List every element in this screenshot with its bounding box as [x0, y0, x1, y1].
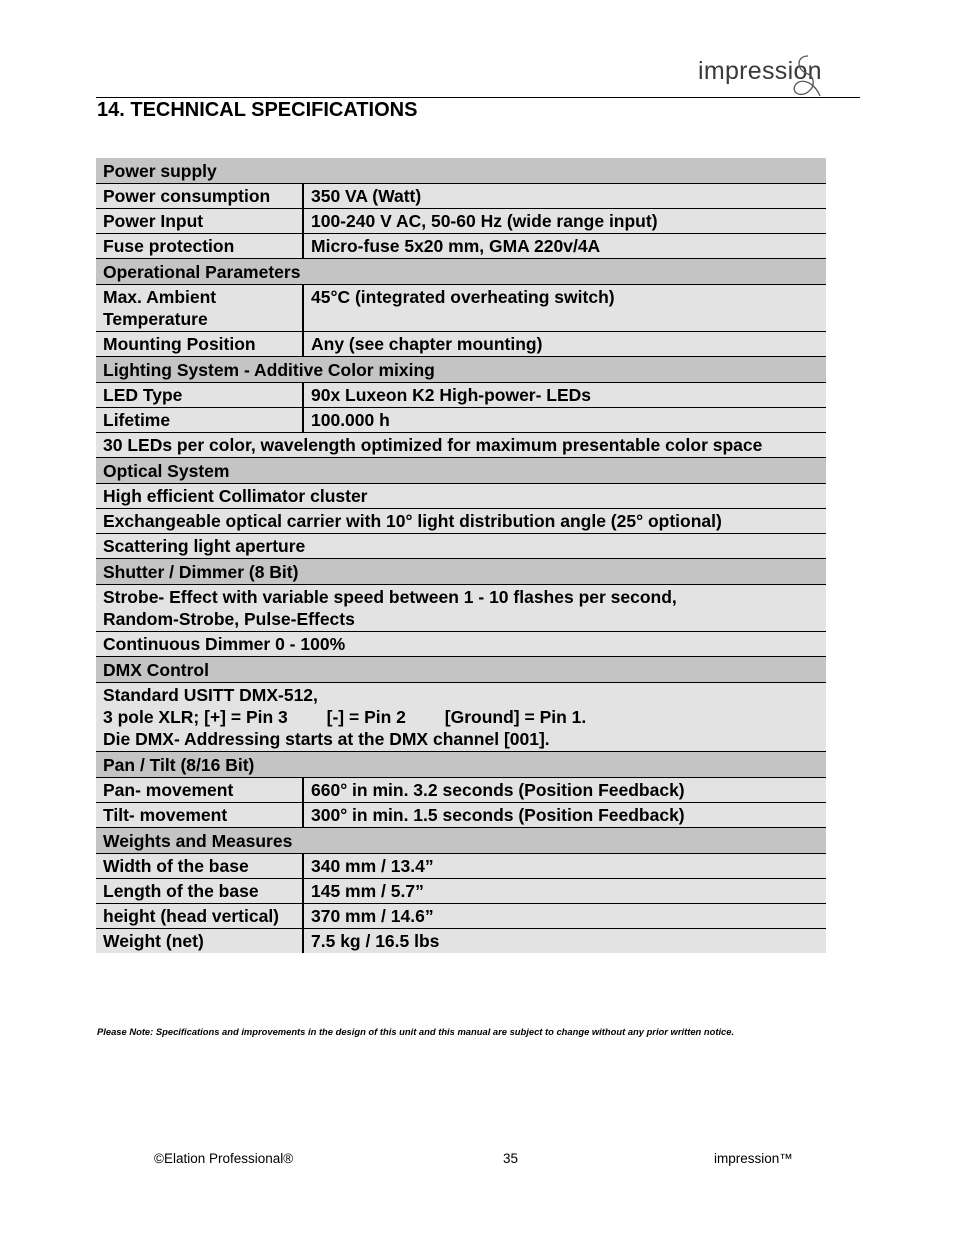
spec-label: Mounting Position — [96, 332, 303, 357]
table-row — [96, 433, 826, 458]
table-row — [96, 209, 826, 234]
spec-value: 90x Luxeon K2 High-power- LEDs — [303, 383, 826, 408]
heading-weights-measures: Weights and Measures — [96, 828, 826, 854]
spec-label: Power consumption — [96, 184, 303, 209]
disclaimer-note: Please Note: Specifications and improvements in the design of this unit and this manual are subject to change without any prior written notice. — [97, 1026, 735, 1037]
spec-full-line: Strobe- Effect with variable speed between 1 - 10 flashes per second, Random-Strobe, Pulse-Effects — [96, 585, 826, 632]
table-section-heading — [96, 752, 826, 778]
spec-value: Any (see chapter mounting) — [303, 332, 826, 357]
spec-label: Fuse protection — [96, 234, 303, 259]
table-section-heading — [96, 657, 826, 683]
table-row — [96, 408, 826, 433]
heading-pan-tilt: Pan / Tilt (8/16 Bit) — [96, 752, 826, 778]
impression-logo — [696, 52, 861, 100]
table-row — [96, 509, 826, 534]
table-row — [96, 854, 826, 879]
table-row — [96, 234, 826, 259]
spec-value: 45°C (integrated overheating switch) — [303, 285, 826, 332]
spec-label: height (head vertical) — [96, 904, 303, 929]
table-row — [96, 904, 826, 929]
table-section-heading — [96, 158, 826, 184]
heading-optical-system: Optical System — [96, 458, 826, 484]
spec-full-line: 30 LEDs per color, wavelength optimized for maximum presentable color space — [96, 433, 826, 458]
table-section-heading — [96, 828, 826, 854]
footer-copyright: ©Elation Professional® — [154, 1151, 294, 1166]
heading-lighting-system: Lighting System - Additive Color mixing — [96, 357, 826, 383]
spec-full-line: Exchangeable optical carrier with 10° light distribution angle (25° optional) — [96, 509, 826, 534]
table-row — [96, 683, 826, 752]
spec-full-line: High efficient Collimator cluster — [96, 484, 826, 509]
spec-value: 100.000 h — [303, 408, 826, 433]
table-row — [96, 585, 826, 632]
heading-dmx-control: DMX Control — [96, 657, 826, 683]
spec-value: 350 VA (Watt) — [303, 184, 826, 209]
table-section-heading — [96, 357, 826, 383]
spec-full-line: Standard USITT DMX-512, 3 pole XLR; [+] = Pin 3 [-] = Pin 2 [Ground] = Pin 1. Die DMX- Addressing starts at the DMX channel [001]. — [96, 683, 826, 752]
table-row — [96, 184, 826, 209]
table-row — [96, 383, 826, 408]
spec-label: Length of the base — [96, 879, 303, 904]
spec-value: Micro-fuse 5x20 mm, GMA 220v/4A — [303, 234, 826, 259]
footer-product: impression™ — [714, 1151, 793, 1166]
table-row — [96, 332, 826, 357]
spec-label: Max. Ambient Temperature — [96, 285, 303, 332]
table-row — [96, 929, 826, 954]
footer-page-number: 35 — [503, 1151, 519, 1166]
table-row — [96, 778, 826, 803]
specifications-table — [96, 158, 826, 953]
heading-power-supply: Power supply — [96, 158, 826, 184]
spec-value: 370 mm / 14.6” — [303, 904, 826, 929]
section-title: 14. TECHNICAL SPECIFICATIONS — [97, 99, 418, 121]
spec-value: 660° in min. 3.2 seconds (Position Feedback) — [303, 778, 826, 803]
table-section-heading — [96, 458, 826, 484]
table-section-heading — [96, 259, 826, 285]
heading-shutter-dimmer: Shutter / Dimmer (8 Bit) — [96, 559, 826, 585]
table-section-heading — [96, 559, 826, 585]
spec-value: 340 mm / 13.4” — [303, 854, 826, 879]
heading-operational-parameters: Operational Parameters — [96, 259, 826, 285]
spec-value: 300° in min. 1.5 seconds (Position Feedback) — [303, 803, 826, 828]
spec-label: Power Input — [96, 209, 303, 234]
spec-full-line: Continuous Dimmer 0 - 100% — [96, 632, 826, 657]
table-row — [96, 484, 826, 509]
spec-label: Lifetime — [96, 408, 303, 433]
spec-label: LED Type — [96, 383, 303, 408]
spec-full-line: Scattering light aperture — [96, 534, 826, 559]
spec-label: Tilt- movement — [96, 803, 303, 828]
table-row — [96, 632, 826, 657]
svg-text:impression: impression — [698, 57, 822, 85]
table-row — [96, 803, 826, 828]
table-row — [96, 879, 826, 904]
spec-value: 145 mm / 5.7” — [303, 879, 826, 904]
table-row — [96, 534, 826, 559]
spec-label: Width of the base — [96, 854, 303, 879]
spec-value: 7.5 kg / 16.5 lbs — [303, 929, 826, 954]
table-row — [96, 285, 826, 332]
spec-label: Weight (net) — [96, 929, 303, 954]
spec-value: 100-240 V AC, 50-60 Hz (wide range input) — [303, 209, 826, 234]
spec-label: Pan- movement — [96, 778, 303, 803]
